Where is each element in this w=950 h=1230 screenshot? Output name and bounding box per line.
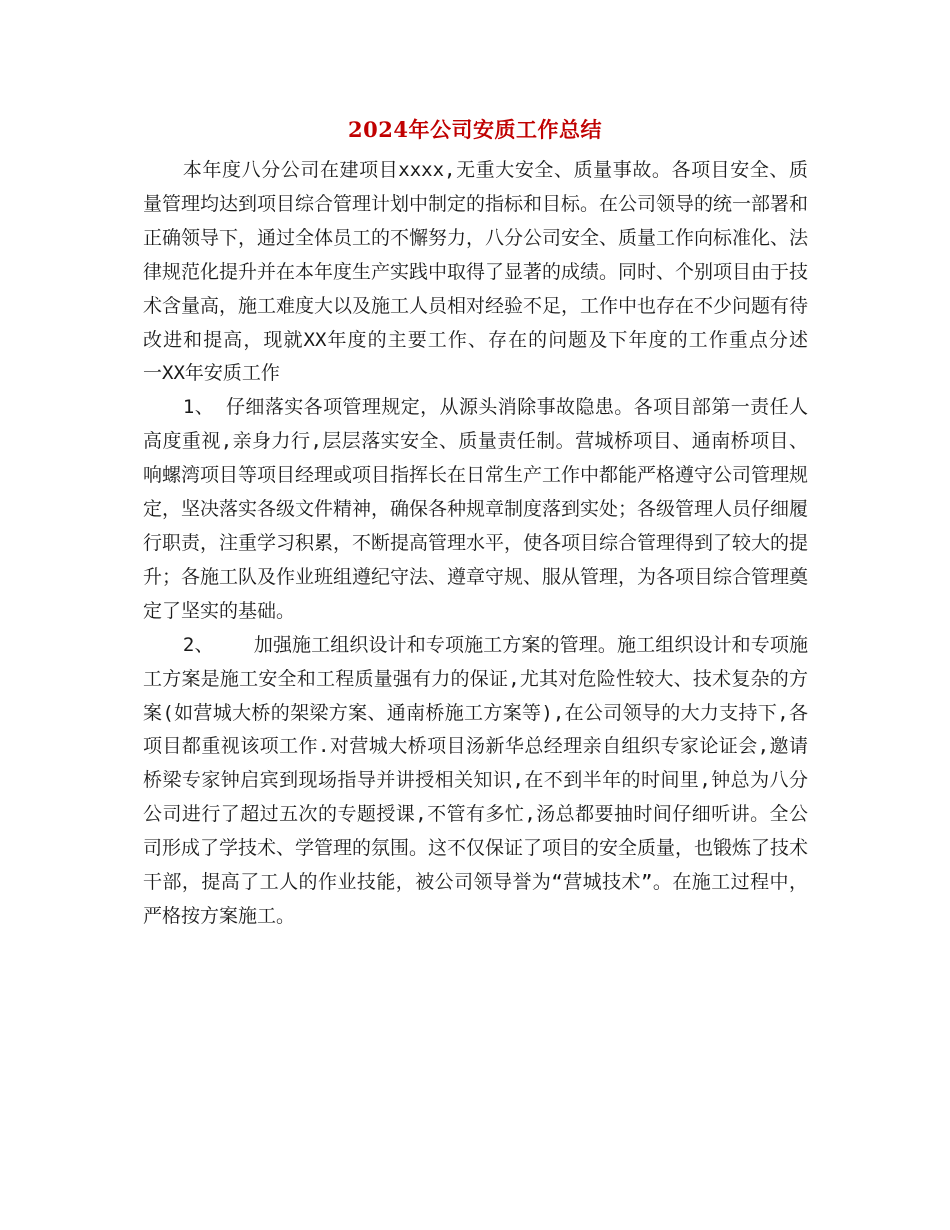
document-title: 2024年公司安质工作总结 bbox=[348, 117, 602, 142]
paragraph-item-1: 1、 仔细落实各项管理规定，从源头消除事故隐患。各项目部第一责任人高度重视,亲身力行,层层落实安全、质量责任制。营城桥项目、通南桥项目、响螺湾项目等项目经理或项目指挥长在日常生产工作中都能严格遵守公司管理规定，坚决落实各级文件精神，确保各种规章制度落到实处；各级管理人员仔细履行职责，注重学习积累，不断提高管理水平，使各项目综合管理得到了较大的提升；各施工队及作业班组遵纪守法、遵章守规、服从管理，为各项目综合管理奠定了坚实的基础。 bbox=[143, 396, 809, 622]
document-body bbox=[143, 154, 847, 934]
paragraph-intro: 本年度八分公司在建项目xxxx,无重大安全、质量事故。各项目安全、质量管理均达到项目综合管理计划中制定的指标和目标。在公司领导的统一部署和正确领导下，通过全体员工的不懈努力，八分公司安全、质量工作向标准化、法律规范化提升并在本年度生产实践中取得了显著的成绩。同时、个别项目由于技术含量高，施工难度大以及施工人员相对经验不足，工作中也存在不少问题有待改进和提高，现就XX年度的主要工作、存在的问题及下年度的工作重点分述 一XX年安质工作 bbox=[143, 159, 847, 385]
paragraph-item-2: 2、 加强施工组织设计和专项施工方案的管理。施工组织设计和专项施工方案是施工安全和工程质量强有力的保证,尤其对危险性较大、技术复杂的方案(如营城大桥的架梁方案、通南桥施工方案等),在公司领导的大力支持下,各项目都重视该项工作.对营城大桥项目汤新华总经理亲自组织专家论证会,邀请桥梁专家钟启宾到现场指导并讲授相关知识,在不到半年的时间里,钟总为八分公司进行了超过五次的专题授课,不管有多忙,汤总都要抽时间仔细听讲。全公司形成了学技术、学管理的氛围。这不仅保证了项目的安全质量，也锻炼了技术干部，提高了工人的作业技能，被公司领导誉为“营城技术”。在施工过程中，严格按方案施工。 bbox=[143, 633, 809, 927]
